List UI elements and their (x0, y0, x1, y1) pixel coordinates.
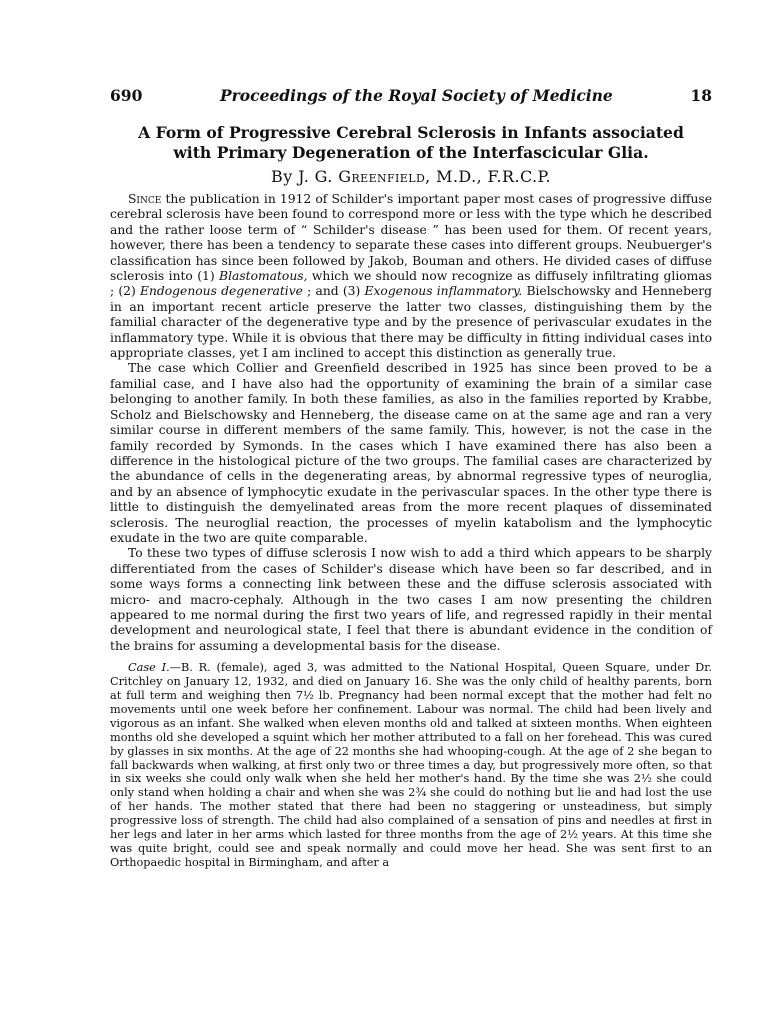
article-title (110, 123, 712, 163)
paragraph-3: To these two types of diffuse sclerosis I now wish to add a third which appears to be sharply differentiated from the cases of Schilder's disease which have been so far described, and in some ways forms a connecting link between these and the diffuse sclerosis associated with micro- and macro-cephaly. Although in the two cases I am now presenting the children appeared to me normal during the first two years of life, and regressed rapidly in their mental development and neurological state, I feel that there is abundant evidence in the condition of the brains for assuming a developmental basis for the disease. (110, 546, 712, 653)
case-report (110, 661, 712, 870)
running-header (110, 86, 712, 105)
journal-title: Proceedings of the Royal Society of Medicine (219, 86, 613, 105)
case-1-paragraph (110, 661, 712, 870)
article-body (110, 192, 712, 654)
p1-text-a: the publication in 1912 of Schilder's important paper most cases of progressive diffuse cerebral sclerosis have been found to correspond more or less with the type which he described and the rather loose term of “ Schilder's disease ” has been used for them. Of recent years, however, there has been a tendency to separate these cases into different groups. Neubuerger's classification has since been followed by Jakob, Bouman and others. He divided cases of diffuse sclerosis into (1) (110, 192, 712, 284)
paragraph-2: The case which Collier and Greenfield described in 1925 has since been proved to be a familial case, and I have also had the opportunity of examining the brain of a similar case belonging to another family. In both these families, as also in the families reported by Krabbe, Scholz and Bielschowsky and Henneberg, the disease came on at the same age and ran a very similar course in different members of the same family. This, however, is not the case in the family recorded by Symonds. In the cases which I have examined there has also been a difference in the histological picture of the two groups. The familial cases are characterized by the abundance of cells in the degenerating areas, by abnormal regressive types of neuroglia, and by an absence of lymphocytic exudate in the perivascular spaces. In the other type there is little to distinguish the demyelinated areas from the more recent plaques of disseminated sclerosis. The neuroglial reaction, the processes of myelin katabolism and the lymphocytic exudate in the two are quite comparable. (110, 361, 712, 545)
p1-em-blastomatous: Blastomatous, (219, 269, 308, 284)
volume-number: 18 (690, 86, 712, 105)
paragraph-1 (110, 192, 712, 361)
case-text: —B. R. (female), aged 3, was admitted to the National Hospital, Queen Square, under Dr. Critchley on January 12, 1932, and died on January 16. She was the only child of healthy parents, born at full term and weighing then 7½ lb. Pregnancy had been normal except that the mother had felt no movements until one week before her confinement. Labour was normal. The child had been lively and vigorous as an infant. She walked when eleven months old and talked at sixteen months. When eighteen months old she developed a squint which her mother attributed to a fall on her forehead. This was cured by glasses in six months. At the age of 22 months she had whooping-cough. At the age of 2 she began to fall backwards when walking, at first only two or three times a day, but progressively more often, so that in six weeks she could only walk when she held her mother's hand. By the time she was 2½ she could only stand when holding a chair and when she was 2¾ she could do nothing but lie and had lost the use of her hands. The mother stated that there had been no staggering or unsteadiness, but simply progressive loss of strength. The child had also complained of a sensation of pins and needles at first in her legs and later in her arms which lasted for three months from the age of 2½ years. At this time she was quite bright, could see and speak normally and could move her head. She was sent first to an Orthopaedic hospital in Birmingham, and after a (110, 661, 712, 869)
p1-text-b: which we should now recognize as diffusely infiltrating gliomas ; (2) (110, 269, 712, 299)
p1-text-d: Bielschowsky and Henneberg in an important recent article preserve the latter two classes, distinguishing them by the familial character of the degenerative type and by the presence of perivascular exudates in the inflammatory type. While it is obvious that there may be difficulty in fitting individual cases into appropriate classes, yet I am inclined to accept this distinction as generally true. (110, 284, 712, 361)
p1-em-endogenous: Endogenous degenerative (140, 284, 303, 299)
lead-word: Since (128, 192, 162, 206)
case-label: Case I. (128, 661, 170, 675)
author-name: Greenfield, (338, 167, 431, 186)
p1-em-exogenous: Exogenous inflammatory. (364, 284, 523, 299)
byline-by: By J. G. (271, 167, 333, 186)
byline (110, 167, 712, 186)
author-credentials: M.D., F.R.C.P. (436, 167, 551, 186)
p1-text-c: ; and (3) (302, 284, 365, 299)
title-line-1: A Form of Progressive Cerebral Sclerosis in Infants associated (138, 123, 684, 142)
page-number: 690 (110, 86, 143, 105)
title-line-2: with Primary Degeneration of the Interfascicular Glia. (173, 143, 649, 162)
